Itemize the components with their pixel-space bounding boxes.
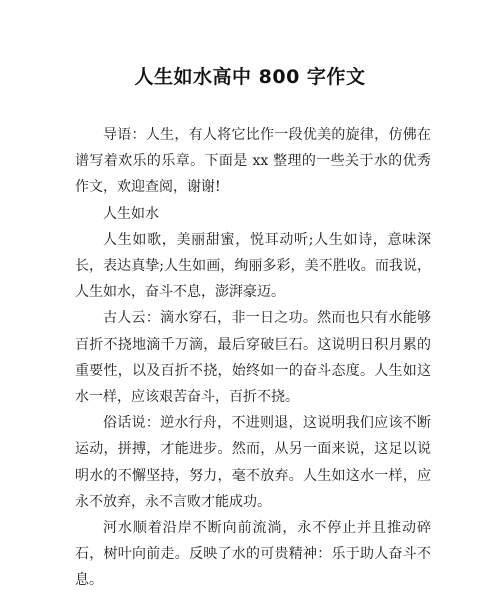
paragraph-dripping-water: 古人云：滴水穿石，非一日之功。然而也只有水能够百折不挠地滴千万滴，最后穿破巨石。这说明日积月累的重要性，以及百折不挠，始终如一的奋斗态度。人生如这水一样，应该艰苦奋斗，百折不挠。 xyxy=(75,310,431,406)
paragraph-river-flow: 河水顺着沿岸不断向前流淌，永不停止并且推动碎石，树叶向前走。反映了水的可贵精神：乐于助人奋斗不息。 xyxy=(75,520,431,589)
paragraph-life-as-song: 人生如歌，美丽甜蜜，悦耳动听;人生如诗，意味深长，表达真挚;人生如画，绚丽多彩，美不胜收。而我说，人生如水，奋斗不息，澎湃豪迈。 xyxy=(75,231,431,301)
paragraph-intro: 导语：人生，有人将它比作一段优美的旋律，仿佛在谱写着欢乐的乐章。下面是 xx 整理的一些关于水的优秀作文，欢迎查阅，谢谢! xyxy=(75,127,431,196)
paragraph-against-current: 俗话说：逆水行舟，不进则退，这说明我们应该不断运动，拼搏，才能进步。然而，从另一面来说，这足以说明水的不懈坚持，努力，毫不放弃。人生如这水一样，应永不放弃，永不言败才能成功。 xyxy=(75,415,431,510)
section-heading: 人生如水 xyxy=(103,205,159,222)
document-body xyxy=(75,122,431,594)
document-title: 人生如水高中 800 字作文 xyxy=(134,66,366,88)
